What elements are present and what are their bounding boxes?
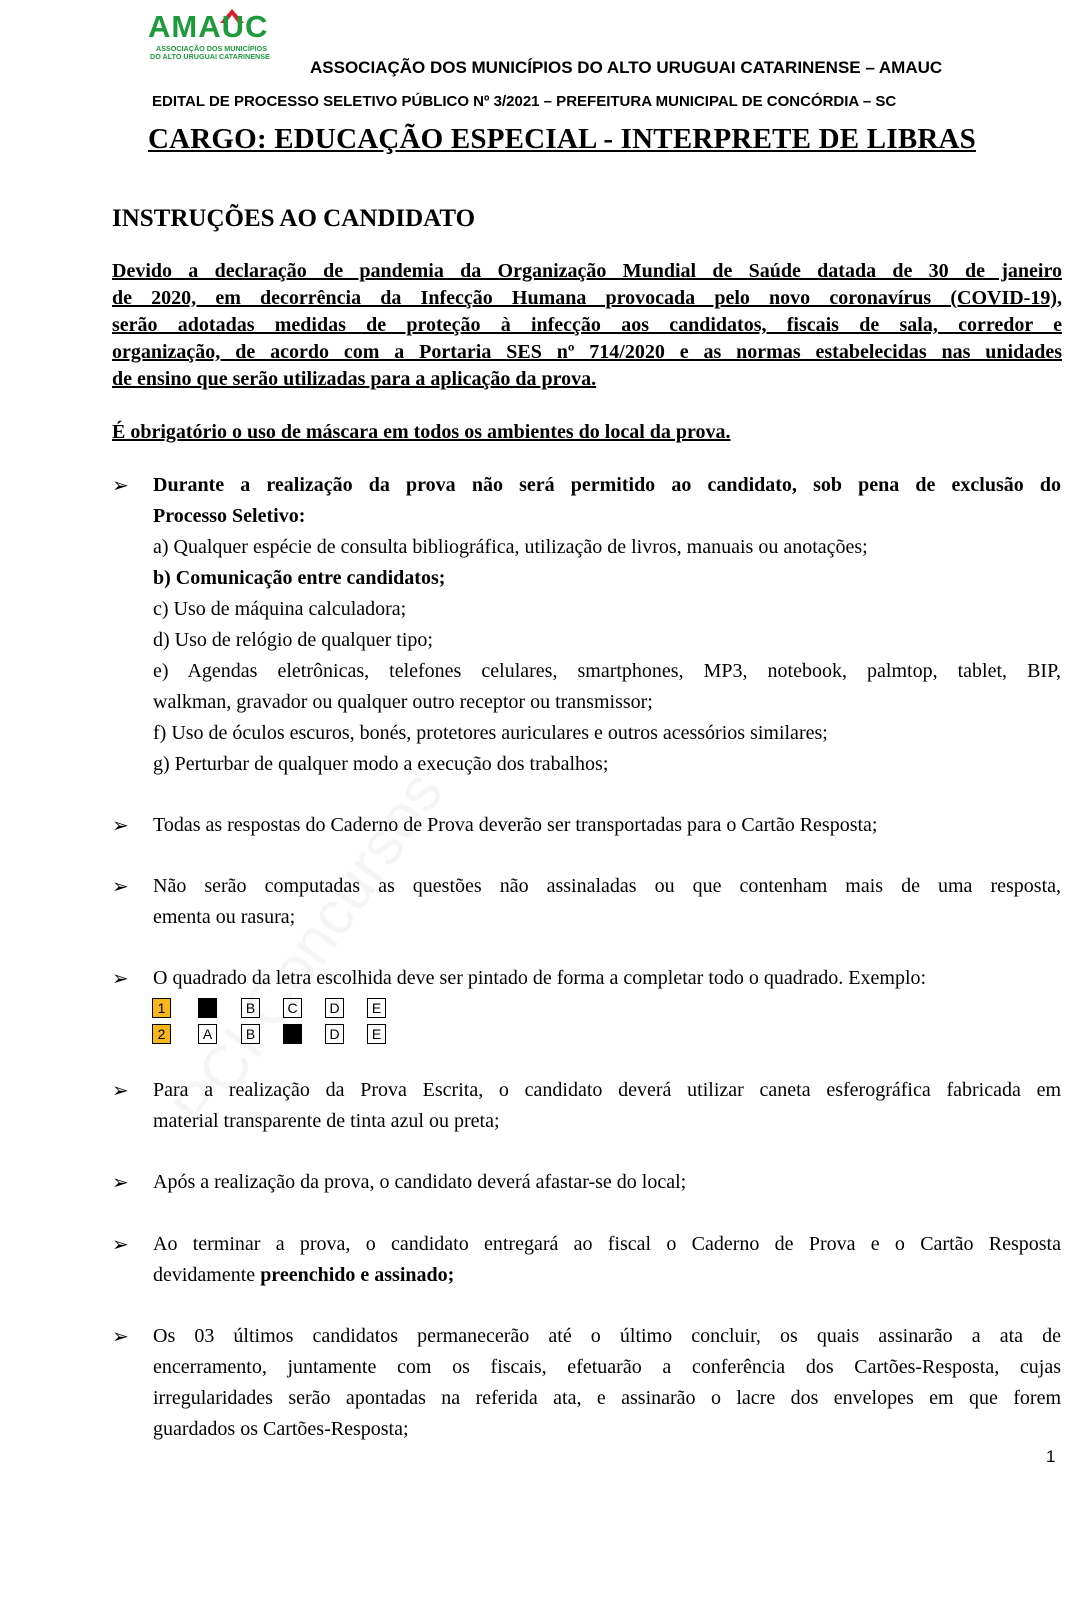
bullet6-text [153, 1167, 1061, 1198]
bullet-arrow-icon: ➢ [112, 1172, 129, 1194]
answer-box: A [198, 1024, 217, 1044]
bullet4-line: O quadrado da letra escolhida deve ser pintado de forma a completar todo o quadrado. Exemplo: [153, 967, 927, 989]
paragraph-line: serão adotadas medidas de proteção à infecção aos candidatos, fiscais de sala, corredor e [112, 314, 1062, 336]
bullet7-normal-text: devidamente [153, 1264, 261, 1286]
bullet-arrow-icon: ➢ [112, 1234, 129, 1256]
question-number-2: 2 [152, 1024, 171, 1044]
answer-box: D [325, 1024, 344, 1044]
association-header: ASSOCIAÇÃO DOS MUNICÍPIOS DO ALTO URUGUAI CATARINENSE – AMAUC [310, 58, 943, 77]
answer-box: B [241, 1024, 260, 1044]
logo-wordmark: AMAUC [148, 9, 269, 44]
bullet8-line: guardados os Cartões-Resposta; [153, 1418, 409, 1440]
amauc-logo [148, 10, 308, 66]
bullet-arrow-icon: ➢ [112, 475, 129, 497]
answer-box: E [367, 998, 386, 1018]
paragraph-line: Devido a declaração de pandemia da Organização Mundial de Saúde datada de 30 de janeiro [112, 260, 1062, 282]
bullet7-bold-text: preenchido e assinado; [260, 1264, 455, 1286]
bullet7-text [153, 1229, 1061, 1291]
bullet2-text [153, 810, 1061, 841]
bullet-arrow-icon: ➢ [112, 815, 129, 837]
bullet7-line [153, 1260, 1061, 1291]
bullet5-text [153, 1075, 1061, 1137]
edital-header: EDITAL DE PROCESSO SELETIVO PÚBLICO Nº 3/2021 – PREFEITURA MUNICIPAL DE CONCÓRDIA – SC [152, 93, 897, 110]
answer-box: E [367, 1024, 386, 1044]
bullet-arrow-icon: ➢ [112, 1326, 129, 1348]
prohibited-item: walkman, gravador ou qualquer outro receptor ou transmissor; [153, 691, 653, 713]
bullet-arrow-icon: ➢ [112, 968, 129, 990]
mask-notice: É obrigatório o uso de máscara em todos os ambientes do local da prova. [112, 421, 731, 443]
bullet3-line: ementa ou rasura; [153, 906, 296, 928]
page-number: 1 [1046, 1447, 1056, 1466]
answer-box: C [283, 998, 302, 1018]
prohibited-item: a) Qualquer espécie de consulta bibliográfica, utilização de livros, manuais ou anotações; [153, 536, 868, 558]
paragraph-line: de 2020, em decorrência da Infecção Humana provocada pelo novo coronavírus (COVID-19), [112, 287, 1062, 309]
bullet1-block [153, 470, 1061, 780]
prohibited-item: f) Uso de óculos escuros, bonés, protetores auriculares e outros acessórios similares; [153, 722, 828, 744]
bullet-arrow-icon: ➢ [112, 1080, 129, 1102]
paragraph-line: de ensino que serão utilizadas para a aplicação da prova. [112, 368, 597, 390]
bullet1-line: Processo Seletivo: [153, 505, 306, 527]
answer-box: D [325, 998, 344, 1018]
bullet5-line: material transparente de tinta azul ou preta; [153, 1110, 500, 1132]
bullet-arrow-icon: ➢ [112, 876, 129, 898]
bullet8-line: Os 03 últimos candidatos permanecerão até o último concluir, os quais assinarão a ata de [153, 1325, 1061, 1347]
bullet3-line: Não serão computadas as questões não assinaladas ou que contenham mais de uma resposta, [153, 875, 1061, 897]
bullet2-line: Todas as respostas do Caderno de Prova deverão ser transportadas para o Cartão Resposta; [153, 814, 878, 836]
question-number-1: 1 [152, 998, 171, 1018]
paragraph-line: organização, de acordo com a Portaria SES nº 714/2020 e as normas estabelecidas nas unidades [112, 341, 1062, 363]
prohibited-item: c) Uso de máquina calculadora; [153, 598, 407, 620]
bullet8-text [153, 1321, 1061, 1445]
bullet5-line: Para a realização da Prova Escrita, o candidato deverá utilizar caneta esferográfica fabricada em [153, 1079, 1061, 1101]
bullet6-line: Após a realização da prova, o candidato deverá afastar-se do local; [153, 1171, 687, 1193]
bullet8-line: irregularidades serão apontadas na referida ata, e assinarão o lacre dos envelopes em que forem [153, 1387, 1061, 1409]
prohibited-item: d) Uso de relógio de qualquer tipo; [153, 629, 433, 651]
bullet8-line: encerramento, juntamente com os fiscais, efetuarão a conferência dos Cartões-Resposta, cujas [153, 1356, 1061, 1378]
bullet1-line: Durante a realização da prova não será permitido ao candidato, sob pena de exclusão do [153, 474, 1061, 496]
answer-box: B [241, 998, 260, 1018]
bullet7-line: Ao terminar a prova, o candidato entregará ao fiscal o Caderno de Prova e o Cartão Resposta [153, 1233, 1061, 1255]
pandemic-paragraph [112, 258, 1062, 393]
cargo-title: CARGO: EDUCAÇÃO ESPECIAL - INTERPRETE DE LIBRAS [148, 123, 976, 155]
logo-subtitle-line1: ASSOCIAÇÃO DOS MUNICÍPIOS [156, 44, 268, 53]
prohibited-item: e) Agendas eletrônicas, telefones celulares, smartphones, MP3, notebook, palmtop, tablet, BIP, [153, 660, 1061, 682]
instructions-title: INSTRUÇÕES AO CANDIDATO [112, 205, 476, 232]
logo-subtitle-line2: DO ALTO URUGUAI CATARINENSE [150, 52, 270, 61]
filled-answer-box [198, 998, 217, 1018]
prohibited-item: b) Comunicação entre candidatos; [153, 567, 446, 589]
prohibited-item: g) Perturbar de qualquer modo a execução dos trabalhos; [153, 753, 609, 775]
